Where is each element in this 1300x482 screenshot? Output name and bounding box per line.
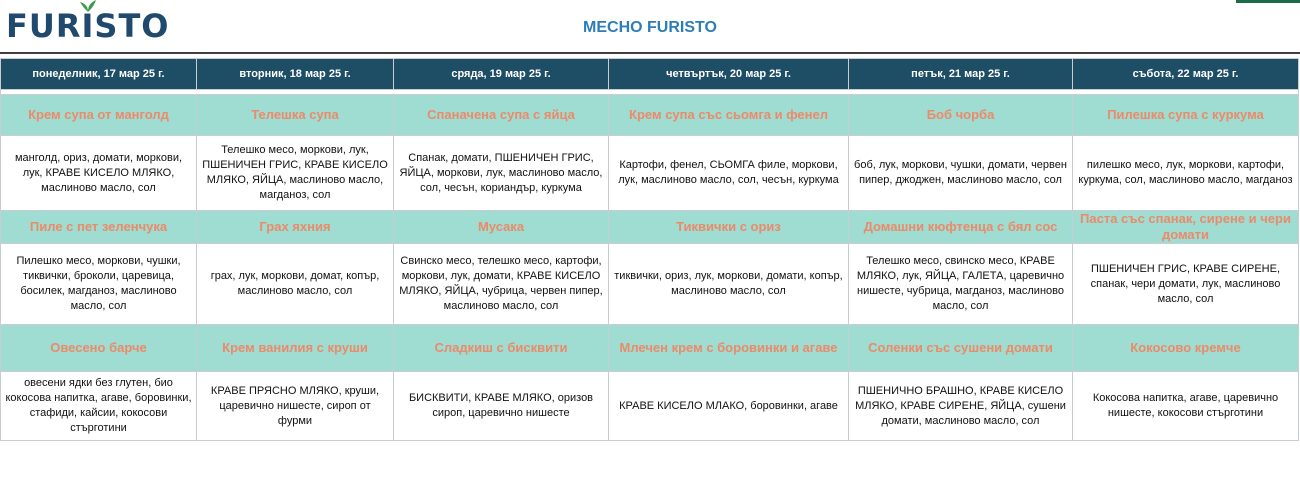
furisto-logo: FUR I STO <box>6 8 169 44</box>
day-header: четвъртък, 20 мар 25 г. <box>609 59 849 90</box>
dish-name: Спаначена супа с яйца <box>394 95 609 136</box>
dish-name: Грах яхния <box>197 211 394 244</box>
dish-name: Телешка супа <box>197 95 394 136</box>
day-header: петък, 21 мар 25 г. <box>849 59 1073 90</box>
soup-row <box>1 95 1299 136</box>
day-header: събота, 22 мар 25 г. <box>1073 59 1299 90</box>
ingredients: овесени ядки без глутен, био кокосова напитка, агаве, боровинки, стафиди, кайсии, кокосови стърготини <box>1 372 197 441</box>
dish-name: Овесено барче <box>1 325 197 372</box>
ingredients: КРАВЕ КИСЕЛО МЛАКО, боровинки, агаве <box>609 372 849 441</box>
header-divider <box>0 52 1300 54</box>
ingredients: Телешко месо, свинско месо, КРАВЕ МЛЯКО, лук, ЯЙЦА, ГАЛЕТА, царевично нишесте, чубрица, магданоз, маслиново масло, сол <box>849 244 1073 325</box>
ingredients: ПШЕНИЧЕН ГРИС, КРАВЕ СИРЕНЕ, спанак, чери домати, лук, маслиново масло, сол <box>1073 244 1299 325</box>
dish-name: Сладкиш с бисквити <box>394 325 609 372</box>
ingredients: Пилешко месо, моркови, чушки, тиквички, броколи, царевица, босилек, магданоз, маслиново масло, сол <box>1 244 197 325</box>
ingredients: БИСКВИТИ, КРАВЕ МЛЯКО, оризов сироп, царевично нишесте <box>394 372 609 441</box>
ingredients: Картофи, фенел, СЬОМГА филе, моркови, лук, маслиново масло, сол, чесън, куркума <box>609 136 849 211</box>
dessert-ingredients-row <box>1 372 1299 441</box>
dish-name: Крем супа от манголд <box>1 95 197 136</box>
leaf-icon <box>77 0 99 13</box>
ingredients: Телешко месо, моркови, лук, ПШЕНИЧЕН ГРИС, КРАВЕ КИСЕЛО МЛЯКО, ЯЙЦА, маслиново масло, магданоз, сол <box>197 136 394 211</box>
day-header: понеделник, 17 мар 25 г. <box>1 59 197 90</box>
dish-name: Млечен крем с боровинки и агаве <box>609 325 849 372</box>
ingredients: грах, лук, моркови, домат, копър, маслиново масло, сол <box>197 244 394 325</box>
ingredients: Кокосова напитка, агаве, царевично нишесте, кокосови стърготини <box>1073 372 1299 441</box>
dish-name: Домашни кюфтенца с бял сос <box>849 211 1073 244</box>
ingredients: Свинско месо, телешко месо, картофи, моркови, лук, домати, КРАВЕ КИСЕЛО МЛЯКО, ЯЙЦА, чубрица, червен пипер, маслиново масло, сол <box>394 244 609 325</box>
dish-name: Пилешка супа с куркума <box>1073 95 1299 136</box>
dish-name: Мусака <box>394 211 609 244</box>
ingredients: Спанак, домати, ПШЕНИЧЕН ГРИС, ЯЙЦА, моркови, лук, маслиново масло, сол, чесън, кориандър, куркума <box>394 136 609 211</box>
ingredients: манголд, ориз, домати, моркови, лук, КРАВЕ КИСЕЛО МЛЯКО, маслиново масло, сол <box>1 136 197 211</box>
dish-name: Тиквички с ориз <box>609 211 849 244</box>
ingredients: боб, лук, моркови, чушки, домати, червен пипер, джоджен, маслиново масло, сол <box>849 136 1073 211</box>
ingredients: тиквички, ориз, лук, моркови, домати, копър, маслиново масло, сол <box>609 244 849 325</box>
day-header: вторник, 18 мар 25 г. <box>197 59 394 90</box>
day-header-row <box>1 59 1299 90</box>
dish-name: Паста със спанак, сирене и чери домати <box>1073 211 1299 244</box>
dish-name: Пиле с пет зеленчука <box>1 211 197 244</box>
dessert-row <box>1 325 1299 372</box>
soup-ingredients-row <box>1 136 1299 211</box>
dish-name: Крем ванилия с круши <box>197 325 394 372</box>
menu-table <box>0 58 1299 441</box>
main-course-row <box>1 211 1299 244</box>
main-course-ingredients-row <box>1 244 1299 325</box>
page-title: МЕСНО FURISTO <box>583 19 717 36</box>
dish-name: Крем супа със сьомга и фенел <box>609 95 849 136</box>
dish-name: Боб чорба <box>849 95 1073 136</box>
header <box>0 0 1300 52</box>
ingredients: ПШЕНИЧНО БРАШНО, КРАВЕ КИСЕЛО МЛЯКО, КРАВЕ СИРЕНЕ, ЯЙЦА, сушени домати, маслиново масло, сол <box>849 372 1073 441</box>
dish-name: Соленки със сушени домати <box>849 325 1073 372</box>
day-header: сряда, 19 мар 25 г. <box>394 59 609 90</box>
ingredients: КРАВЕ ПРЯСНО МЛЯКО, круши, царевично нишесте, сироп от фурми <box>197 372 394 441</box>
ingredients: пилешко месо, лук, моркови, картофи, куркума, сол, маслиново масло, магданоз <box>1073 136 1299 211</box>
dish-name: Кокосово кремче <box>1073 325 1299 372</box>
